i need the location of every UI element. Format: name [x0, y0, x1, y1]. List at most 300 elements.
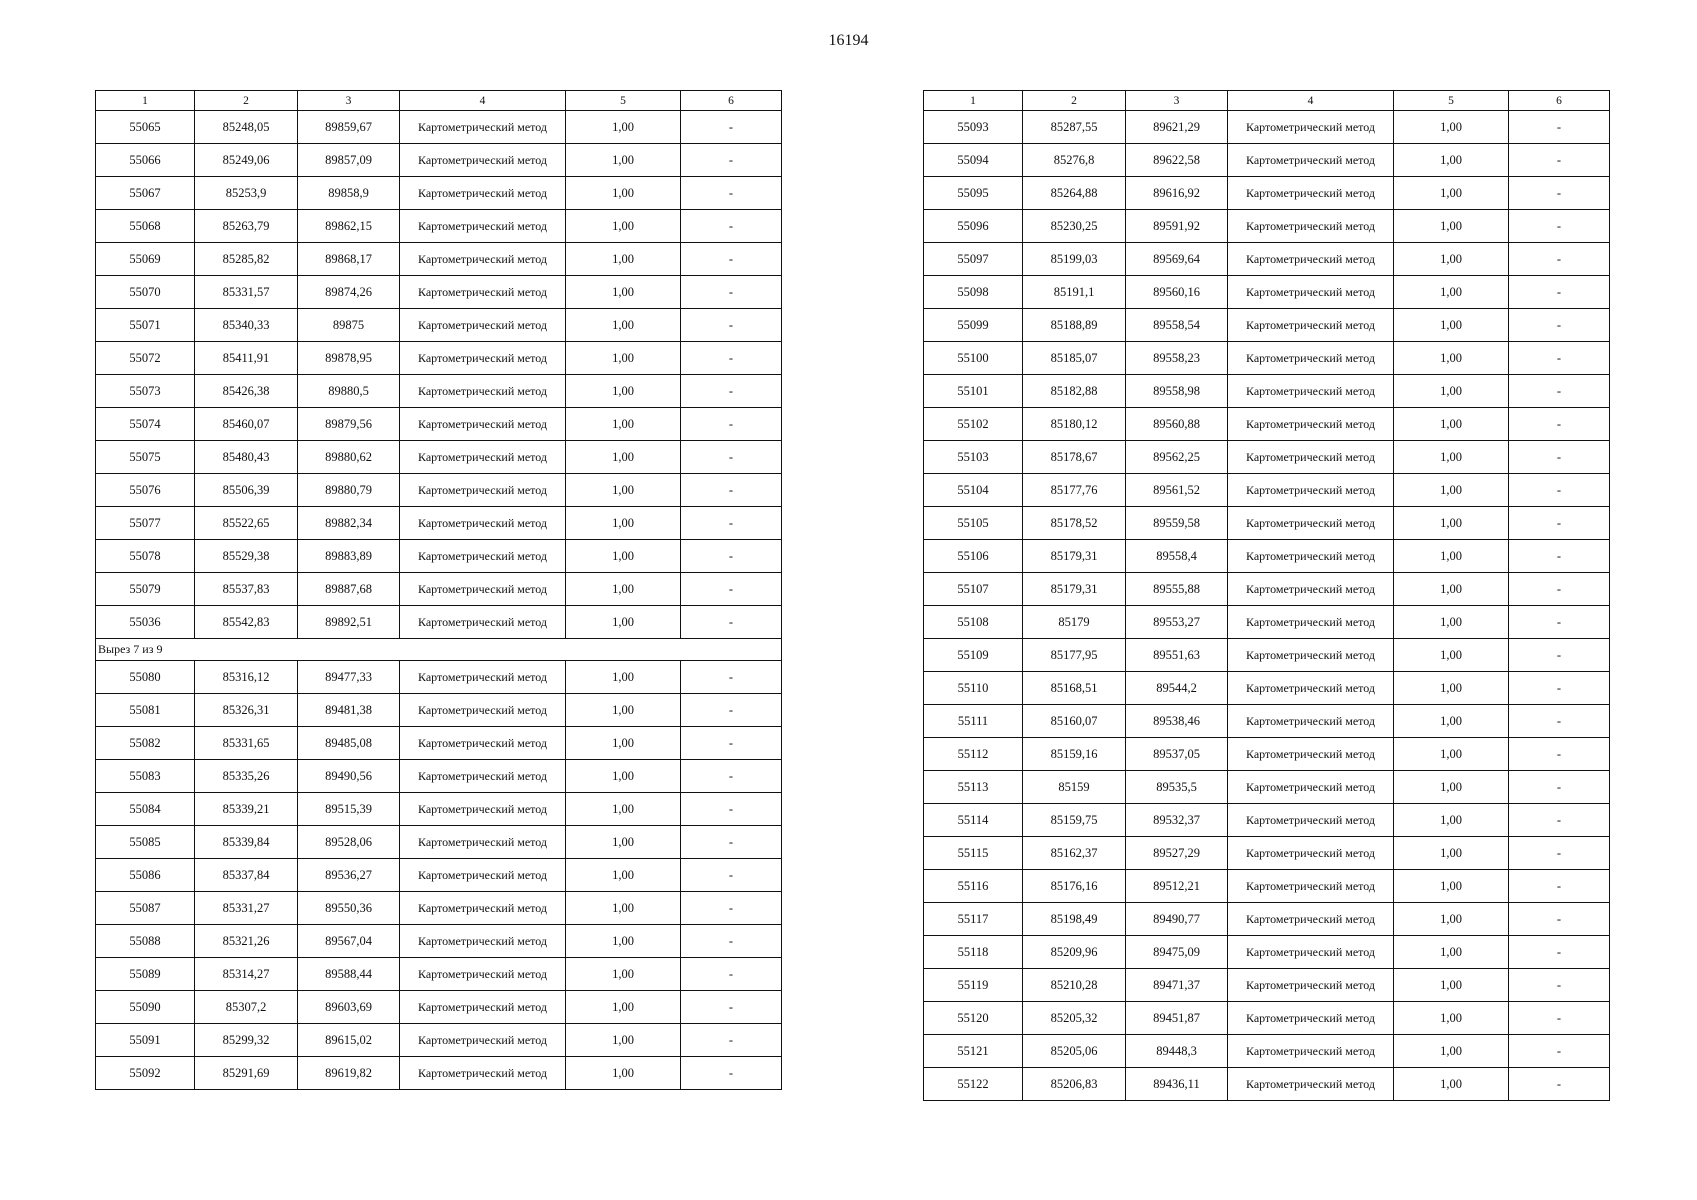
table-row	[924, 507, 1610, 540]
point-number-cell: 55066	[96, 144, 195, 177]
method-cell: Картометрический метод	[400, 573, 566, 606]
note-cell: -	[681, 243, 782, 276]
table-body	[96, 111, 782, 1090]
point-number-cell: 55075	[96, 441, 195, 474]
y-coordinate-cell: 89527,29	[1126, 837, 1228, 870]
precision-cell: 1,00	[566, 1024, 681, 1057]
precision-cell: 1,00	[566, 507, 681, 540]
table-row	[96, 408, 782, 441]
y-coordinate-cell: 89615,02	[298, 1024, 400, 1057]
point-number-cell: 55087	[96, 892, 195, 925]
precision-cell: 1,00	[566, 694, 681, 727]
precision-cell: 1,00	[1394, 111, 1509, 144]
y-coordinate-cell: 89616,92	[1126, 177, 1228, 210]
precision-cell: 1,00	[566, 441, 681, 474]
column-header: 5	[1394, 91, 1509, 111]
y-coordinate-cell: 89875	[298, 309, 400, 342]
point-number-cell: 55088	[96, 925, 195, 958]
coordinates-table-left	[95, 90, 782, 1090]
precision-cell: 1,00	[566, 925, 681, 958]
table-row	[96, 925, 782, 958]
y-coordinate-cell: 89892,51	[298, 606, 400, 639]
precision-cell: 1,00	[1394, 606, 1509, 639]
precision-cell: 1,00	[1394, 210, 1509, 243]
method-cell: Картометрический метод	[1228, 441, 1394, 474]
precision-cell: 1,00	[1394, 1068, 1509, 1101]
method-cell: Картометрический метод	[1228, 870, 1394, 903]
precision-cell: 1,00	[566, 793, 681, 826]
table-row	[96, 727, 782, 760]
precision-cell: 1,00	[566, 760, 681, 793]
note-cell: -	[681, 342, 782, 375]
table-row	[96, 144, 782, 177]
note-cell: -	[681, 276, 782, 309]
column-header: 1	[96, 91, 195, 111]
precision-cell: 1,00	[566, 177, 681, 210]
note-cell: -	[681, 661, 782, 694]
precision-cell: 1,00	[1394, 474, 1509, 507]
method-cell: Картометрический метод	[400, 210, 566, 243]
table-row	[96, 991, 782, 1024]
method-cell: Картометрический метод	[1228, 639, 1394, 672]
method-cell: Картометрический метод	[1228, 573, 1394, 606]
table-row	[924, 309, 1610, 342]
x-coordinate-cell: 85205,06	[1023, 1035, 1126, 1068]
table-row	[96, 1024, 782, 1057]
precision-cell: 1,00	[1394, 540, 1509, 573]
precision-cell: 1,00	[1394, 870, 1509, 903]
point-number-cell: 55097	[924, 243, 1023, 276]
method-cell: Картометрический метод	[1228, 408, 1394, 441]
note-cell: -	[1509, 903, 1610, 936]
x-coordinate-cell: 85263,79	[195, 210, 298, 243]
method-cell: Картометрический метод	[400, 1057, 566, 1090]
y-coordinate-cell: 89436,11	[1126, 1068, 1228, 1101]
y-coordinate-cell: 89477,33	[298, 661, 400, 694]
table-row	[96, 573, 782, 606]
point-number-cell: 55067	[96, 177, 195, 210]
table-row	[96, 760, 782, 793]
table-row	[924, 144, 1610, 177]
method-cell: Картометрический метод	[1228, 276, 1394, 309]
y-coordinate-cell: 89537,05	[1126, 738, 1228, 771]
method-cell: Картометрический метод	[1228, 738, 1394, 771]
y-coordinate-cell: 89559,58	[1126, 507, 1228, 540]
y-coordinate-cell: 89562,25	[1126, 441, 1228, 474]
point-number-cell: 55078	[96, 540, 195, 573]
column-header: 3	[1126, 91, 1228, 111]
x-coordinate-cell: 85206,83	[1023, 1068, 1126, 1101]
table-row	[96, 507, 782, 540]
table-row	[96, 243, 782, 276]
y-coordinate-cell: 89560,88	[1126, 408, 1228, 441]
method-cell: Картометрический метод	[1228, 837, 1394, 870]
column-header: 4	[1228, 91, 1394, 111]
y-coordinate-cell: 89880,79	[298, 474, 400, 507]
method-cell: Картометрический метод	[400, 144, 566, 177]
y-coordinate-cell: 89490,56	[298, 760, 400, 793]
table-row	[96, 694, 782, 727]
point-number-cell: 55105	[924, 507, 1023, 540]
precision-cell: 1,00	[566, 573, 681, 606]
x-coordinate-cell: 85331,57	[195, 276, 298, 309]
y-coordinate-cell: 89560,16	[1126, 276, 1228, 309]
method-cell: Картометрический метод	[400, 540, 566, 573]
note-cell: -	[1509, 573, 1610, 606]
table-body	[924, 111, 1610, 1101]
y-coordinate-cell: 89879,56	[298, 408, 400, 441]
point-number-cell: 55085	[96, 826, 195, 859]
table-row	[924, 1035, 1610, 1068]
table-row	[96, 342, 782, 375]
note-cell: -	[681, 760, 782, 793]
point-number-cell: 55091	[96, 1024, 195, 1057]
method-cell: Картометрический метод	[1228, 177, 1394, 210]
precision-cell: 1,00	[1394, 738, 1509, 771]
table-row	[924, 573, 1610, 606]
table-row	[924, 672, 1610, 705]
precision-cell: 1,00	[566, 111, 681, 144]
note-cell: -	[681, 474, 782, 507]
table-row	[96, 441, 782, 474]
y-coordinate-cell: 89515,39	[298, 793, 400, 826]
note-cell: -	[681, 694, 782, 727]
note-cell: -	[681, 727, 782, 760]
method-cell: Картометрический метод	[400, 111, 566, 144]
x-coordinate-cell: 85168,51	[1023, 672, 1126, 705]
point-number-cell: 55114	[924, 804, 1023, 837]
y-coordinate-cell: 89532,37	[1126, 804, 1228, 837]
y-coordinate-cell: 89880,5	[298, 375, 400, 408]
column-header: 6	[681, 91, 782, 111]
table-row	[96, 661, 782, 694]
point-number-cell: 55121	[924, 1035, 1023, 1068]
table-row	[96, 276, 782, 309]
method-cell: Картометрический метод	[400, 375, 566, 408]
point-number-cell: 55071	[96, 309, 195, 342]
point-number-cell: 55099	[924, 309, 1023, 342]
method-cell: Картометрический метод	[1228, 936, 1394, 969]
y-coordinate-cell: 89512,21	[1126, 870, 1228, 903]
note-cell: -	[1509, 804, 1610, 837]
x-coordinate-cell: 85179,31	[1023, 540, 1126, 573]
method-cell: Картометрический метод	[1228, 1035, 1394, 1068]
table-row	[924, 804, 1610, 837]
method-cell: Картометрический метод	[400, 474, 566, 507]
method-cell: Картометрический метод	[400, 276, 566, 309]
y-coordinate-cell: 89451,87	[1126, 1002, 1228, 1035]
method-cell: Картометрический метод	[1228, 210, 1394, 243]
point-number-cell: 55106	[924, 540, 1023, 573]
y-coordinate-cell: 89475,09	[1126, 936, 1228, 969]
column-header: 5	[566, 91, 681, 111]
x-coordinate-cell: 85291,69	[195, 1057, 298, 1090]
column-header: 3	[298, 91, 400, 111]
y-coordinate-cell: 89558,54	[1126, 309, 1228, 342]
method-cell: Картометрический метод	[1228, 111, 1394, 144]
y-coordinate-cell: 89538,46	[1126, 705, 1228, 738]
method-cell: Картометрический метод	[400, 309, 566, 342]
point-number-cell: 55086	[96, 859, 195, 892]
x-coordinate-cell: 85411,91	[195, 342, 298, 375]
table-row	[924, 606, 1610, 639]
y-coordinate-cell: 89551,63	[1126, 639, 1228, 672]
note-cell: -	[681, 144, 782, 177]
method-cell: Картометрический метод	[1228, 606, 1394, 639]
point-number-cell: 55083	[96, 760, 195, 793]
point-number-cell: 55113	[924, 771, 1023, 804]
method-cell: Картометрический метод	[400, 760, 566, 793]
x-coordinate-cell: 85198,49	[1023, 903, 1126, 936]
method-cell: Картометрический метод	[1228, 309, 1394, 342]
x-coordinate-cell: 85331,65	[195, 727, 298, 760]
method-cell: Картометрический метод	[400, 892, 566, 925]
precision-cell: 1,00	[1394, 903, 1509, 936]
note-cell: -	[681, 573, 782, 606]
note-cell: -	[1509, 507, 1610, 540]
point-number-cell: 55107	[924, 573, 1023, 606]
method-cell: Картометрический метод	[400, 243, 566, 276]
method-cell: Картометрический метод	[1228, 474, 1394, 507]
y-coordinate-cell: 89603,69	[298, 991, 400, 1024]
precision-cell: 1,00	[566, 474, 681, 507]
note-cell: -	[681, 507, 782, 540]
y-coordinate-cell: 89448,3	[1126, 1035, 1228, 1068]
point-number-cell: 55115	[924, 837, 1023, 870]
method-cell: Картометрический метод	[400, 694, 566, 727]
method-cell: Картометрический метод	[400, 793, 566, 826]
precision-cell: 1,00	[566, 958, 681, 991]
header-row	[96, 91, 782, 111]
y-coordinate-cell: 89887,68	[298, 573, 400, 606]
point-number-cell: 55073	[96, 375, 195, 408]
table-row	[924, 1068, 1610, 1101]
y-coordinate-cell: 89858,9	[298, 177, 400, 210]
method-cell: Картометрический метод	[400, 606, 566, 639]
y-coordinate-cell: 89588,44	[298, 958, 400, 991]
method-cell: Картометрический метод	[400, 408, 566, 441]
precision-cell: 1,00	[1394, 804, 1509, 837]
column-header: 1	[924, 91, 1023, 111]
note-cell: -	[1509, 672, 1610, 705]
point-number-cell: 55109	[924, 639, 1023, 672]
precision-cell: 1,00	[566, 661, 681, 694]
method-cell: Картометрический метод	[1228, 771, 1394, 804]
precision-cell: 1,00	[566, 408, 681, 441]
point-number-cell: 55117	[924, 903, 1023, 936]
method-cell: Картометрический метод	[1228, 1002, 1394, 1035]
point-number-cell: 55095	[924, 177, 1023, 210]
method-cell: Картометрический метод	[400, 826, 566, 859]
y-coordinate-cell: 89622,58	[1126, 144, 1228, 177]
x-coordinate-cell: 85185,07	[1023, 342, 1126, 375]
precision-cell: 1,00	[1394, 936, 1509, 969]
point-number-cell: 55116	[924, 870, 1023, 903]
point-number-cell: 55036	[96, 606, 195, 639]
y-coordinate-cell: 89883,89	[298, 540, 400, 573]
method-cell: Картометрический метод	[400, 661, 566, 694]
point-number-cell: 55118	[924, 936, 1023, 969]
note-cell: -	[1509, 837, 1610, 870]
table-row	[924, 738, 1610, 771]
precision-cell: 1,00	[1394, 969, 1509, 1002]
table-row	[924, 375, 1610, 408]
note-cell: -	[681, 1024, 782, 1057]
x-coordinate-cell: 85191,1	[1023, 276, 1126, 309]
table-row	[924, 474, 1610, 507]
point-number-cell: 55104	[924, 474, 1023, 507]
note-cell: -	[1509, 474, 1610, 507]
precision-cell: 1,00	[1394, 342, 1509, 375]
y-coordinate-cell: 89490,77	[1126, 903, 1228, 936]
x-coordinate-cell: 85331,27	[195, 892, 298, 925]
table-row	[924, 771, 1610, 804]
note-cell: -	[681, 177, 782, 210]
x-coordinate-cell: 85339,84	[195, 826, 298, 859]
note-cell: -	[1509, 441, 1610, 474]
x-coordinate-cell: 85209,96	[1023, 936, 1126, 969]
note-cell: -	[681, 1057, 782, 1090]
method-cell: Картометрический метод	[1228, 705, 1394, 738]
x-coordinate-cell: 85178,52	[1023, 507, 1126, 540]
note-cell: -	[1509, 375, 1610, 408]
x-coordinate-cell: 85248,05	[195, 111, 298, 144]
method-cell: Картометрический метод	[400, 925, 566, 958]
x-coordinate-cell: 85326,31	[195, 694, 298, 727]
point-number-cell: 55108	[924, 606, 1023, 639]
precision-cell: 1,00	[566, 540, 681, 573]
precision-cell: 1,00	[566, 309, 681, 342]
y-coordinate-cell: 89859,67	[298, 111, 400, 144]
x-coordinate-cell: 85230,25	[1023, 210, 1126, 243]
method-cell: Картометрический метод	[1228, 144, 1394, 177]
section-label: Вырез 7 из 9	[96, 639, 782, 661]
x-coordinate-cell: 85199,03	[1023, 243, 1126, 276]
point-number-cell: 55111	[924, 705, 1023, 738]
y-coordinate-cell: 89561,52	[1126, 474, 1228, 507]
table-row	[924, 408, 1610, 441]
y-coordinate-cell: 89536,27	[298, 859, 400, 892]
table-row	[96, 606, 782, 639]
column-header: 2	[1023, 91, 1126, 111]
note-cell: -	[1509, 243, 1610, 276]
method-cell: Картометрический метод	[400, 727, 566, 760]
method-cell: Картометрический метод	[1228, 804, 1394, 837]
precision-cell: 1,00	[566, 144, 681, 177]
x-coordinate-cell: 85506,39	[195, 474, 298, 507]
x-coordinate-cell: 85159,16	[1023, 738, 1126, 771]
precision-cell: 1,00	[1394, 276, 1509, 309]
x-coordinate-cell: 85179	[1023, 606, 1126, 639]
x-coordinate-cell: 85179,31	[1023, 573, 1126, 606]
point-number-cell: 55092	[96, 1057, 195, 1090]
precision-cell: 1,00	[566, 892, 681, 925]
y-coordinate-cell: 89619,82	[298, 1057, 400, 1090]
x-coordinate-cell: 85299,32	[195, 1024, 298, 1057]
note-cell: -	[681, 441, 782, 474]
table-row	[924, 705, 1610, 738]
table-row	[924, 441, 1610, 474]
point-number-cell: 55065	[96, 111, 195, 144]
x-coordinate-cell: 85159,75	[1023, 804, 1126, 837]
note-cell: -	[1509, 936, 1610, 969]
precision-cell: 1,00	[566, 991, 681, 1024]
table-row	[924, 342, 1610, 375]
table-row	[924, 903, 1610, 936]
table-row	[924, 969, 1610, 1002]
point-number-cell: 55079	[96, 573, 195, 606]
precision-cell: 1,00	[566, 727, 681, 760]
y-coordinate-cell: 89621,29	[1126, 111, 1228, 144]
point-number-cell: 55082	[96, 727, 195, 760]
x-coordinate-cell: 85314,27	[195, 958, 298, 991]
note-cell: -	[681, 925, 782, 958]
point-number-cell: 55094	[924, 144, 1023, 177]
method-cell: Картометрический метод	[1228, 1068, 1394, 1101]
table-row	[96, 826, 782, 859]
x-coordinate-cell: 85180,12	[1023, 408, 1126, 441]
x-coordinate-cell: 85480,43	[195, 441, 298, 474]
note-cell: -	[681, 793, 782, 826]
y-coordinate-cell: 89555,88	[1126, 573, 1228, 606]
y-coordinate-cell: 89591,92	[1126, 210, 1228, 243]
method-cell: Картометрический метод	[400, 177, 566, 210]
note-cell: -	[1509, 210, 1610, 243]
table-row	[924, 870, 1610, 903]
method-cell: Картометрический метод	[1228, 375, 1394, 408]
note-cell: -	[1509, 177, 1610, 210]
point-number-cell: 55101	[924, 375, 1023, 408]
x-coordinate-cell: 85340,33	[195, 309, 298, 342]
point-number-cell: 55076	[96, 474, 195, 507]
point-number-cell: 55102	[924, 408, 1023, 441]
point-number-cell: 55084	[96, 793, 195, 826]
table-row	[924, 639, 1610, 672]
note-cell: -	[1509, 144, 1610, 177]
table-row	[96, 177, 782, 210]
precision-cell: 1,00	[1394, 705, 1509, 738]
note-cell: -	[681, 375, 782, 408]
table-row	[96, 210, 782, 243]
point-number-cell: 55120	[924, 1002, 1023, 1035]
note-cell: -	[681, 408, 782, 441]
method-cell: Картометрический метод	[400, 342, 566, 375]
y-coordinate-cell: 89558,23	[1126, 342, 1228, 375]
point-number-cell: 55089	[96, 958, 195, 991]
precision-cell: 1,00	[1394, 375, 1509, 408]
note-cell: -	[681, 991, 782, 1024]
x-coordinate-cell: 85159	[1023, 771, 1126, 804]
header-row	[924, 91, 1610, 111]
point-number-cell: 55119	[924, 969, 1023, 1002]
note-cell: -	[1509, 342, 1610, 375]
coordinates-table-right	[923, 90, 1610, 1101]
x-coordinate-cell: 85339,21	[195, 793, 298, 826]
table-row	[96, 309, 782, 342]
note-cell: -	[681, 540, 782, 573]
x-coordinate-cell: 85337,84	[195, 859, 298, 892]
x-coordinate-cell: 85253,9	[195, 177, 298, 210]
note-cell: -	[681, 111, 782, 144]
table-row	[924, 540, 1610, 573]
note-cell: -	[681, 210, 782, 243]
y-coordinate-cell: 89471,37	[1126, 969, 1228, 1002]
y-coordinate-cell: 89569,64	[1126, 243, 1228, 276]
note-cell: -	[1509, 639, 1610, 672]
method-cell: Картометрический метод	[400, 441, 566, 474]
table-row	[96, 474, 782, 507]
table-row	[96, 540, 782, 573]
